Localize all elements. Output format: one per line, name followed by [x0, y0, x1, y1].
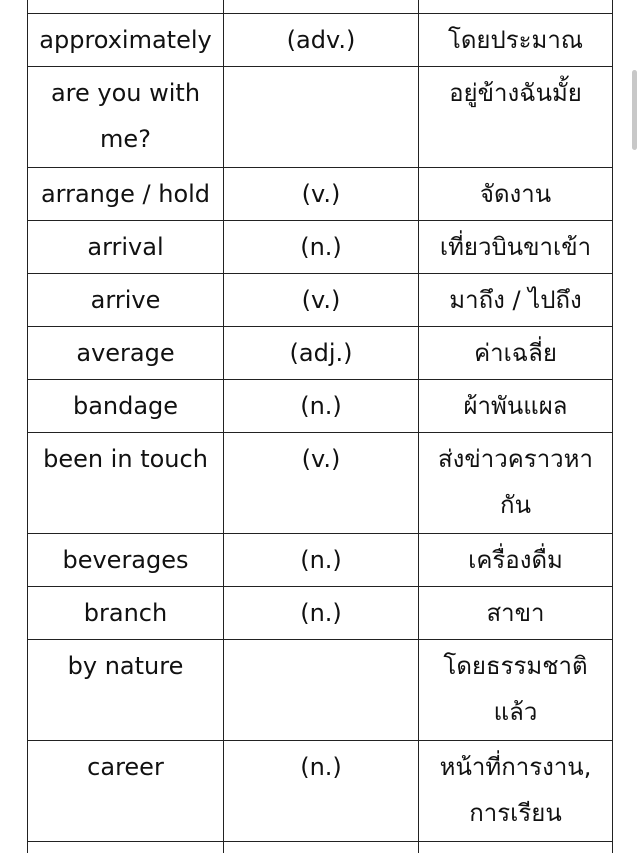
table-row	[28, 168, 613, 221]
part-of-speech-cell: (n.)	[224, 380, 419, 433]
part-of-speech-cell	[224, 640, 419, 741]
table-row	[28, 221, 613, 274]
part-of-speech-cell: (n.)	[224, 221, 419, 274]
table-row	[28, 274, 613, 327]
thai-meaning-cell	[419, 842, 613, 853]
table-row	[28, 587, 613, 640]
part-of-speech-cell	[224, 842, 419, 853]
thai-meaning-cell: ค่าเฉลี่ย	[419, 327, 613, 380]
table-row	[28, 380, 613, 433]
part-of-speech-cell: (n.)	[224, 534, 419, 587]
thai-meaning-cell: อยู่ข้างฉันมั้ย	[419, 67, 613, 168]
part-of-speech-cell: (n.)	[224, 741, 419, 842]
table-row	[28, 67, 613, 168]
table-row	[28, 741, 613, 842]
part-of-speech-cell: (v.)	[224, 433, 419, 534]
word-cell: arrival	[28, 221, 224, 274]
table-row	[28, 433, 613, 534]
part-of-speech-cell: (v.)	[224, 274, 419, 327]
table-row	[28, 534, 613, 587]
thai-meaning-cell: โดยประมาณ	[419, 14, 613, 67]
thai-meaning-cell: สาขา	[419, 587, 613, 640]
word-cell: arrange / hold	[28, 168, 224, 221]
part-of-speech-cell: (v.)	[224, 168, 419, 221]
table-row	[28, 14, 613, 67]
thai-meaning-cell: โดยธรรมชาติแล้ว	[419, 640, 613, 741]
word-cell: by nature	[28, 640, 224, 741]
word-cell: been in touch	[28, 433, 224, 534]
word-cell: arrive	[28, 274, 224, 327]
thai-meaning-cell: ส่งข่าวคราวหากัน	[419, 433, 613, 534]
word-cell: branch	[28, 587, 224, 640]
thai-meaning-cell: หน้าที่การงาน, การเรียน	[419, 741, 613, 842]
thai-meaning-cell: มาถึง / ไปถึง	[419, 274, 613, 327]
table-row	[28, 327, 613, 380]
part-of-speech-cell: (n.)	[224, 587, 419, 640]
part-of-speech-cell	[224, 67, 419, 168]
word-cell: are you with me?	[28, 67, 224, 168]
word-cell: average	[28, 327, 224, 380]
part-of-speech-cell	[224, 0, 419, 14]
word-cell: bandage	[28, 380, 224, 433]
part-of-speech-cell: (adv.)	[224, 14, 419, 67]
scrollbar-thumb[interactable]	[632, 70, 637, 150]
thai-meaning-cell: จัดงาน	[419, 168, 613, 221]
word-cell: beverages	[28, 534, 224, 587]
thai-meaning-cell	[419, 0, 613, 14]
vocabulary-table	[27, 0, 613, 853]
word-cell	[28, 842, 224, 853]
thai-meaning-cell: เที่ยวบินขาเข้า	[419, 221, 613, 274]
word-cell: career	[28, 741, 224, 842]
word-cell	[28, 0, 224, 14]
word-cell: approximately	[28, 14, 224, 67]
part-of-speech-cell: (adj.)	[224, 327, 419, 380]
table-row	[28, 0, 613, 14]
table-row	[28, 640, 613, 741]
thai-meaning-cell: เครื่องดื่ม	[419, 534, 613, 587]
table-row	[28, 842, 613, 853]
thai-meaning-cell: ผ้าพันแผล	[419, 380, 613, 433]
